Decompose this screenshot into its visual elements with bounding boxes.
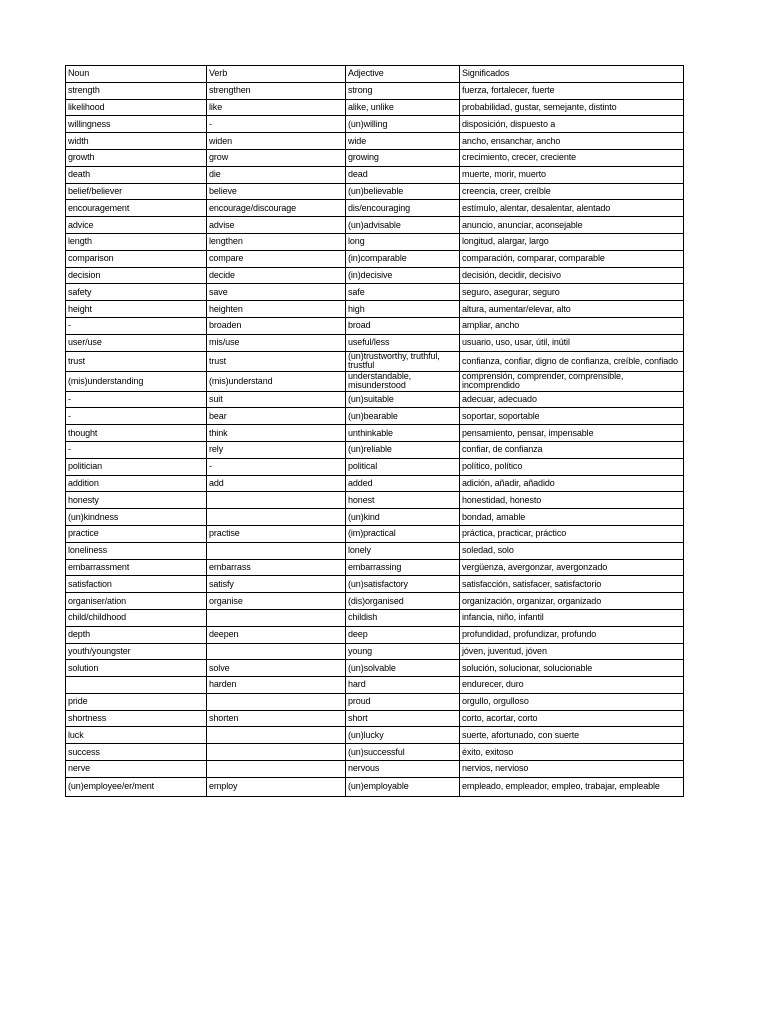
table-row xyxy=(66,710,684,727)
cell-verb: die xyxy=(207,166,346,183)
table-row xyxy=(66,593,684,610)
cell-verb: employ xyxy=(207,777,346,796)
header-noun: Noun xyxy=(66,66,207,83)
cell-noun: trust xyxy=(66,351,207,371)
cell-significado: endurecer, duro xyxy=(460,677,684,694)
cell-verb: encourage/discourage xyxy=(207,200,346,217)
cell-significado: creencia, creer, creíble xyxy=(460,183,684,200)
table-row xyxy=(66,777,684,796)
cell-noun: honesty xyxy=(66,492,207,509)
cell-significado: muerte, morir, muerto xyxy=(460,166,684,183)
table-row xyxy=(66,217,684,234)
cell-verb: shorten xyxy=(207,710,346,727)
cell-adjective: dead xyxy=(346,166,460,183)
cell-significado: político, político xyxy=(460,458,684,475)
cell-noun: luck xyxy=(66,727,207,744)
cell-adjective: (in)decisive xyxy=(346,267,460,284)
cell-significado: ampliar, ancho xyxy=(460,317,684,334)
table-row xyxy=(66,133,684,150)
table-body xyxy=(66,82,684,796)
cell-significado: empleado, empleador, empleo, trabajar, empleable xyxy=(460,777,684,796)
cell-verb: solve xyxy=(207,660,346,677)
cell-noun: length xyxy=(66,233,207,250)
cell-adjective: alike, unlike xyxy=(346,99,460,116)
cell-noun: solution xyxy=(66,660,207,677)
cell-adjective: safe xyxy=(346,284,460,301)
table-row xyxy=(66,301,684,318)
table-row xyxy=(66,609,684,626)
cell-verb: grow xyxy=(207,149,346,166)
cell-verb xyxy=(207,542,346,559)
cell-verb: strengthen xyxy=(207,82,346,99)
cell-significado: profundidad, profundizar, profundo xyxy=(460,626,684,643)
cell-verb: add xyxy=(207,475,346,492)
cell-significado: longitud, alargar, largo xyxy=(460,233,684,250)
table-header-row xyxy=(66,66,684,83)
cell-adjective: proud xyxy=(346,693,460,710)
cell-noun: - xyxy=(66,441,207,458)
cell-adjective: hard xyxy=(346,677,460,694)
cell-noun: belief/believer xyxy=(66,183,207,200)
cell-significado: satisfacción, satisfacer, satisfactorio xyxy=(460,576,684,593)
cell-noun: decision xyxy=(66,267,207,284)
cell-noun: - xyxy=(66,408,207,425)
cell-adjective: long xyxy=(346,233,460,250)
cell-verb: harden xyxy=(207,677,346,694)
cell-noun: encouragement xyxy=(66,200,207,217)
cell-adjective: short xyxy=(346,710,460,727)
cell-verb: widen xyxy=(207,133,346,150)
table-row xyxy=(66,233,684,250)
table-row xyxy=(66,559,684,576)
cell-verb xyxy=(207,609,346,626)
cell-verb: embarrass xyxy=(207,559,346,576)
cell-significado: pensamiento, pensar, impensable xyxy=(460,425,684,442)
table-row xyxy=(66,677,684,694)
cell-verb xyxy=(207,744,346,761)
cell-verb: mis/use xyxy=(207,334,346,351)
cell-verb xyxy=(207,761,346,778)
cell-verb xyxy=(207,693,346,710)
cell-adjective: (un)advisable xyxy=(346,217,460,234)
cell-noun: death xyxy=(66,166,207,183)
cell-adjective: unthinkable xyxy=(346,425,460,442)
table-row xyxy=(66,149,684,166)
table-row xyxy=(66,284,684,301)
cell-verb: bear xyxy=(207,408,346,425)
cell-adjective: nervous xyxy=(346,761,460,778)
cell-verb: heighten xyxy=(207,301,346,318)
cell-adjective: understandable, misunderstood xyxy=(346,371,460,391)
cell-noun: satisfaction xyxy=(66,576,207,593)
table-row xyxy=(66,351,684,371)
cell-adjective: (un)suitable xyxy=(346,391,460,408)
table-row xyxy=(66,761,684,778)
table-row xyxy=(66,441,684,458)
cell-noun: nerve xyxy=(66,761,207,778)
cell-adjective: (im)practical xyxy=(346,525,460,542)
cell-verb: - xyxy=(207,458,346,475)
cell-noun: loneliness xyxy=(66,542,207,559)
cell-significado: vergüenza, avergonzar, avergonzado xyxy=(460,559,684,576)
table-row xyxy=(66,425,684,442)
cell-verb: rely xyxy=(207,441,346,458)
cell-significado: adición, añadir, añadido xyxy=(460,475,684,492)
cell-significado: seguro, asegurar, seguro xyxy=(460,284,684,301)
cell-verb xyxy=(207,492,346,509)
cell-noun: practice xyxy=(66,525,207,542)
cell-noun: strength xyxy=(66,82,207,99)
table-row xyxy=(66,267,684,284)
cell-significado: corto, acortar, corto xyxy=(460,710,684,727)
cell-significado: altura, aumentar/elevar, alto xyxy=(460,301,684,318)
cell-noun xyxy=(66,677,207,694)
header-verb: Verb xyxy=(207,66,346,83)
cell-verb: (mis)understand xyxy=(207,371,346,391)
cell-verb xyxy=(207,509,346,526)
header-adjective: Adjective xyxy=(346,66,460,83)
cell-noun: depth xyxy=(66,626,207,643)
table-row xyxy=(66,458,684,475)
cell-verb: suit xyxy=(207,391,346,408)
cell-noun: child/childhood xyxy=(66,609,207,626)
cell-adjective: childish xyxy=(346,609,460,626)
table-row xyxy=(66,542,684,559)
cell-significado: estímulo, alentar, desalentar, alentado xyxy=(460,200,684,217)
cell-noun: (un)employee/er/ment xyxy=(66,777,207,796)
table-row xyxy=(66,576,684,593)
table-row xyxy=(66,643,684,660)
cell-noun: safety xyxy=(66,284,207,301)
cell-noun: user/use xyxy=(66,334,207,351)
cell-noun: success xyxy=(66,744,207,761)
cell-verb xyxy=(207,643,346,660)
cell-adjective: useful/less xyxy=(346,334,460,351)
cell-noun: pride xyxy=(66,693,207,710)
cell-adjective: (un)kind xyxy=(346,509,460,526)
cell-noun: (un)kindness xyxy=(66,509,207,526)
cell-adjective: dis/encouraging xyxy=(346,200,460,217)
cell-significado: organización, organizar, organizado xyxy=(460,593,684,610)
cell-significado: probabilidad, gustar, semejante, distinto xyxy=(460,99,684,116)
cell-adjective: wide xyxy=(346,133,460,150)
vocabulary-table xyxy=(65,65,684,797)
cell-noun: - xyxy=(66,391,207,408)
table-row xyxy=(66,250,684,267)
cell-adjective: high xyxy=(346,301,460,318)
table-row xyxy=(66,82,684,99)
header-significados: Significados xyxy=(460,66,684,83)
cell-verb: satisfy xyxy=(207,576,346,593)
table-row xyxy=(66,660,684,677)
table-row xyxy=(66,492,684,509)
cell-adjective: (in)comparable xyxy=(346,250,460,267)
cell-noun: comparison xyxy=(66,250,207,267)
table-row xyxy=(66,99,684,116)
cell-verb: practise xyxy=(207,525,346,542)
cell-adjective: (un)successful xyxy=(346,744,460,761)
table-row xyxy=(66,391,684,408)
table-row xyxy=(66,334,684,351)
cell-noun: (mis)understanding xyxy=(66,371,207,391)
cell-noun: organiser/ation xyxy=(66,593,207,610)
cell-verb: advise xyxy=(207,217,346,234)
cell-significado: soledad, solo xyxy=(460,542,684,559)
cell-noun: growth xyxy=(66,149,207,166)
cell-noun: advice xyxy=(66,217,207,234)
cell-adjective: political xyxy=(346,458,460,475)
table-row xyxy=(66,116,684,133)
cell-noun: willingness xyxy=(66,116,207,133)
cell-noun: width xyxy=(66,133,207,150)
table-row xyxy=(66,727,684,744)
cell-adjective: honest xyxy=(346,492,460,509)
cell-significado: crecimiento, crecer, creciente xyxy=(460,149,684,166)
table-row xyxy=(66,744,684,761)
table-row xyxy=(66,183,684,200)
cell-adjective: (un)solvable xyxy=(346,660,460,677)
table-row xyxy=(66,509,684,526)
cell-noun: addition xyxy=(66,475,207,492)
cell-verb: lengthen xyxy=(207,233,346,250)
cell-adjective: deep xyxy=(346,626,460,643)
cell-significado: práctica, practicar, práctico xyxy=(460,525,684,542)
table-row xyxy=(66,371,684,391)
cell-noun: youth/youngster xyxy=(66,643,207,660)
cell-verb: think xyxy=(207,425,346,442)
cell-significado: suerte, afortunado, con suerte xyxy=(460,727,684,744)
cell-verb: trust xyxy=(207,351,346,371)
table-row xyxy=(66,693,684,710)
cell-significado: disposición, dispuesto a xyxy=(460,116,684,133)
cell-adjective: (un)lucky xyxy=(346,727,460,744)
cell-adjective: embarrassing xyxy=(346,559,460,576)
cell-adjective: growing xyxy=(346,149,460,166)
cell-verb xyxy=(207,727,346,744)
cell-adjective: (un)employable xyxy=(346,777,460,796)
cell-noun: shortness xyxy=(66,710,207,727)
cell-significado: honestidad, honesto xyxy=(460,492,684,509)
cell-verb: believe xyxy=(207,183,346,200)
cell-verb: decide xyxy=(207,267,346,284)
cell-noun: politician xyxy=(66,458,207,475)
cell-verb: deepen xyxy=(207,626,346,643)
cell-significado: anuncio, anunciar, aconsejable xyxy=(460,217,684,234)
table-row xyxy=(66,317,684,334)
cell-verb: compare xyxy=(207,250,346,267)
cell-noun: likelihood xyxy=(66,99,207,116)
cell-verb: - xyxy=(207,116,346,133)
table-row xyxy=(66,475,684,492)
cell-adjective: (un)willing xyxy=(346,116,460,133)
cell-adjective: (dis)organised xyxy=(346,593,460,610)
cell-noun: height xyxy=(66,301,207,318)
cell-significado: fuerza, fortalecer, fuerte xyxy=(460,82,684,99)
cell-verb: save xyxy=(207,284,346,301)
cell-verb: organise xyxy=(207,593,346,610)
cell-significado: infancia, niño, infantil xyxy=(460,609,684,626)
cell-adjective: (un)trustworthy, truthful, trustful xyxy=(346,351,460,371)
cell-significado: soportar, soportable xyxy=(460,408,684,425)
cell-noun: embarrassment xyxy=(66,559,207,576)
cell-significado: orgullo, orgulloso xyxy=(460,693,684,710)
cell-significado: usuario, uso, usar, útil, inútil xyxy=(460,334,684,351)
cell-significado: confianza, confiar, digno de confianza, creíble, confiado xyxy=(460,351,684,371)
cell-adjective: broad xyxy=(346,317,460,334)
cell-adjective: (un)reliable xyxy=(346,441,460,458)
table-row xyxy=(66,525,684,542)
cell-adjective: (un)bearable xyxy=(346,408,460,425)
cell-adjective: strong xyxy=(346,82,460,99)
cell-significado: ancho, ensanchar, ancho xyxy=(460,133,684,150)
table-row xyxy=(66,626,684,643)
cell-verb: like xyxy=(207,99,346,116)
cell-adjective: (un)satisfactory xyxy=(346,576,460,593)
cell-significado: solución, solucionar, solucionable xyxy=(460,660,684,677)
cell-significado: nervios, nervioso xyxy=(460,761,684,778)
cell-significado: jóven, juventud, jóven xyxy=(460,643,684,660)
table-row xyxy=(66,408,684,425)
cell-adjective: (un)believable xyxy=(346,183,460,200)
cell-significado: bondad, amable xyxy=(460,509,684,526)
cell-significado: éxito, exitoso xyxy=(460,744,684,761)
cell-significado: comparación, comparar, comparable xyxy=(460,250,684,267)
cell-adjective: added xyxy=(346,475,460,492)
cell-verb: broaden xyxy=(207,317,346,334)
table-row xyxy=(66,166,684,183)
cell-adjective: lonely xyxy=(346,542,460,559)
cell-significado: adecuar, adecuado xyxy=(460,391,684,408)
cell-noun: thought xyxy=(66,425,207,442)
cell-adjective: young xyxy=(346,643,460,660)
cell-noun: - xyxy=(66,317,207,334)
table-row xyxy=(66,200,684,217)
cell-significado: comprensión, comprender, comprensible, incomprendido xyxy=(460,371,684,391)
cell-significado: confiar, de confianza xyxy=(460,441,684,458)
cell-significado: decisión, decidir, decisivo xyxy=(460,267,684,284)
